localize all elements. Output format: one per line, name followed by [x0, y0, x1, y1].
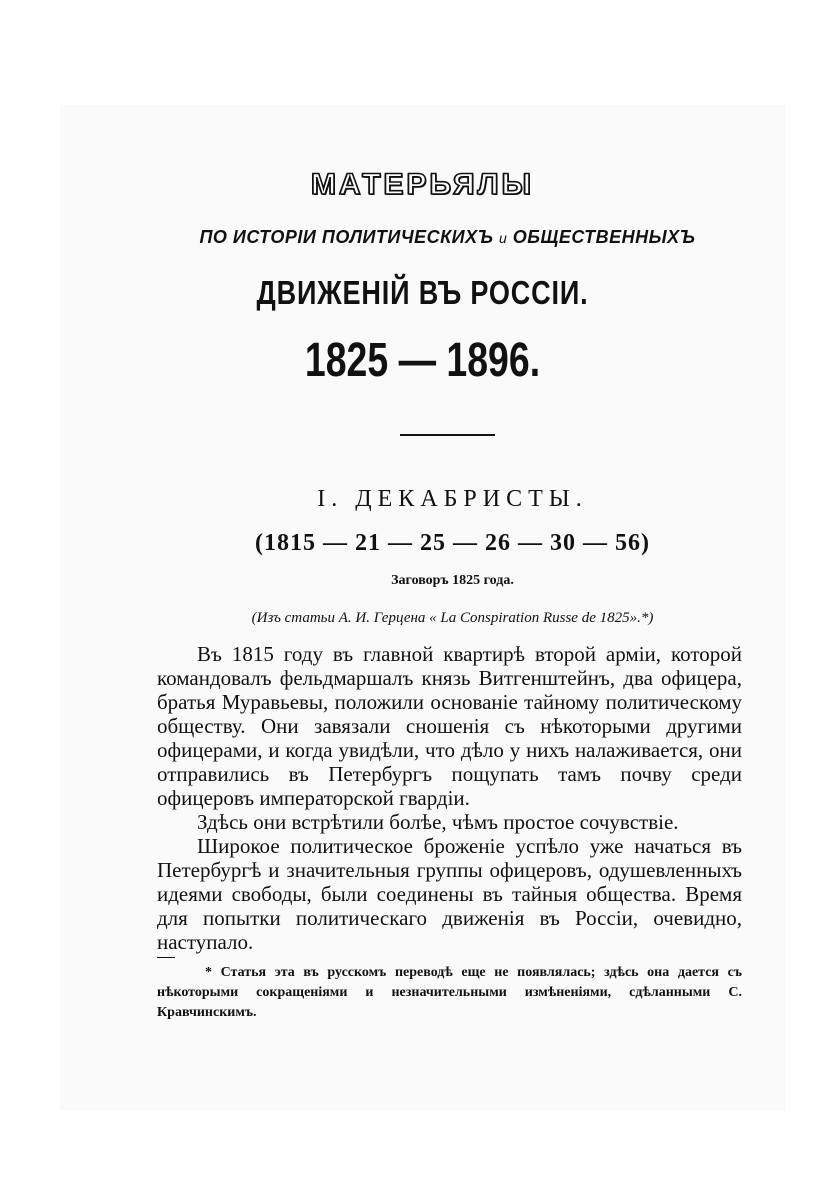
subtitle-line-2: ДВИЖЕНІЙ ВЪ РОССІИ.	[256, 274, 589, 311]
page-title: МАТЕРЬЯЛЫ	[311, 168, 534, 201]
source-note: (Изъ статьи А. И. Герцена « La Conspiration Russe de 1825».*)	[251, 610, 654, 626]
paragraph: Здѣсь они встрѣтили болѣе, чѣмъ простое сочувствіе.	[197, 810, 679, 834]
section-subheading: Заговоръ 1825 года.	[391, 573, 514, 588]
paragraph: Въ 1815 году въ главной квартирѣ второй арміи, которой командовалъ фельдмаршалъ князь Витгенштейнъ, два офицера, братья Муравьевы, положили основаніе тайному политическому обществу. Они завязали сношенія съ нѣкоторыми другими офицерами, и когда увидѣли, что дѣло у нихъ налаживается, они отправились въ Петербургъ пощупать тамъ почву среди офицеровъ императорской гвардіи.	[157, 642, 742, 810]
book-page	[60, 105, 785, 1110]
title-divider	[400, 434, 495, 436]
footnote-divider	[157, 957, 175, 958]
subtitle-connector: и	[498, 230, 508, 246]
paragraph: Широкое политическое броженіе успѣло уже начаться въ Петербургѣ и значительныя группы офицеровъ, одушевленныхъ идеями свободы, были соединены въ тайныя общества. Время для попытки политическаго движенія въ Россіи, очевидно, наступало.	[157, 834, 742, 954]
body-text	[157, 642, 742, 954]
years-range: 1825 — 1896.	[304, 334, 541, 387]
footnote	[157, 963, 742, 1023]
section-dates: (1815 — 21 — 25 — 26 — 30 — 56)	[255, 530, 650, 556]
footnote-text: * Статья эта въ русскомъ переводѣ еще не появлялась; здѣсь она дается съ нѣкоторыми сокращеніями и незначительными измѣненіями, сдѣланными С. Кравчинскимъ.	[157, 965, 742, 1020]
subtitle-prefix: ПО ИСТОРІИ ПОЛИТИЧЕСКИХЪ	[199, 227, 499, 247]
subtitle-line-1	[120, 225, 775, 250]
subtitle-suffix: ОБЩЕСТВЕННЫХЪ	[507, 227, 696, 247]
section-heading: I. ДЕКАБРИСТЫ.	[317, 486, 588, 512]
